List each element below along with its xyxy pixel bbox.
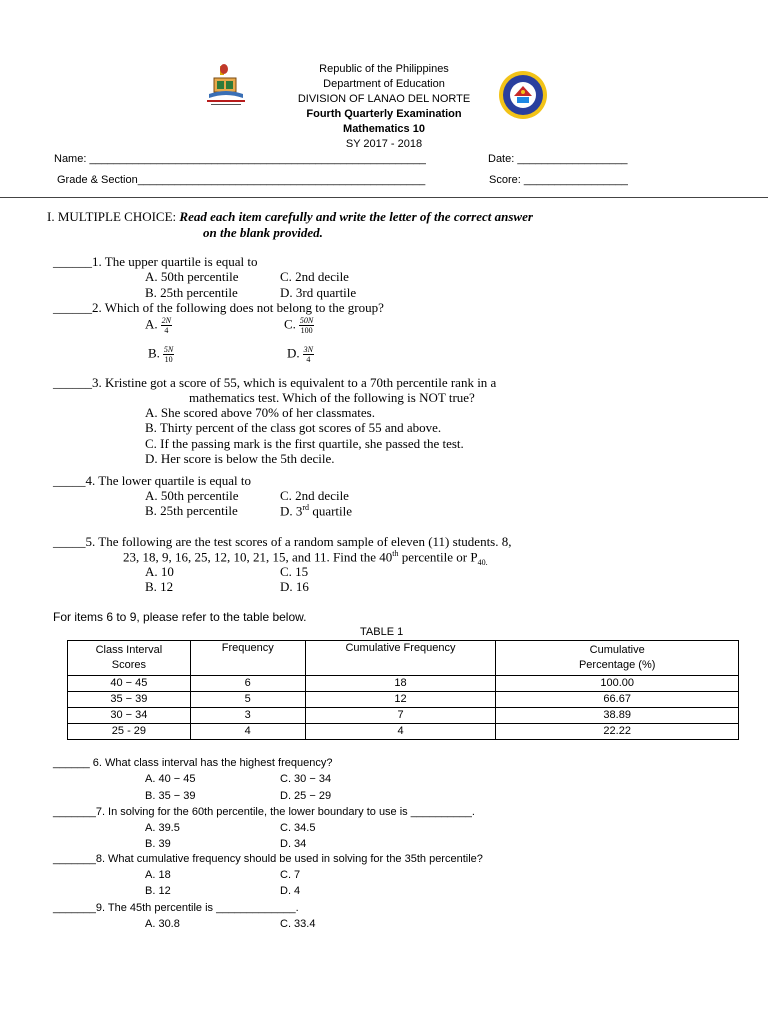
cell-cumulative-percentage: 100.00: [496, 676, 739, 692]
q5-stem-line1: _____5. The following are the test scores of a random sample of eleven (11) students. 8,: [53, 534, 512, 549]
score-field[interactable]: Score: _________________: [489, 174, 628, 186]
q2-choice-a: A. $\frac{2N}{4}$: [145, 316, 171, 335]
q1-stem: ______1. The upper quartile is equal to: [53, 254, 258, 269]
q5-choice-a: A. 10: [145, 564, 174, 579]
frequency-table: [67, 640, 739, 740]
q8-choice-d: D. 4: [280, 885, 301, 897]
header-subject: Mathematics 10: [343, 123, 425, 135]
cell-cumulative-frequency: 4: [305, 724, 496, 740]
table-row: [68, 692, 739, 708]
q8-choice-a: A. 18: [145, 869, 171, 881]
section-title: I. MULTIPLE CHOICE:: [47, 209, 177, 224]
cell-cumulative-frequency: 18: [305, 676, 496, 692]
q1-choice-c: C. 2nd decile: [280, 269, 349, 284]
q9-choice-a: A. 30.8: [145, 918, 180, 930]
q5-choice-c: C. 15: [280, 564, 309, 579]
cell-cumulative-frequency: 7: [305, 708, 496, 724]
q8-choice-b: B. 12: [145, 885, 171, 897]
cell-class-interval: 25 - 29: [68, 724, 191, 740]
q6-choice-b: B. 35 − 39: [145, 790, 196, 802]
q3-choice-c: C. If the passing mark is the first quartile, she passed the test.: [145, 436, 464, 451]
header-department: Department of Education: [323, 78, 445, 90]
name-field[interactable]: Name: _______________________________________________________: [54, 153, 426, 165]
q8-choice-c: C. 7: [280, 869, 301, 881]
q3-choice-d: D. Her score is below the 5th decile.: [145, 451, 335, 466]
cell-class-interval: 30 − 34: [68, 708, 191, 724]
q1-choice-d: D. 3rd quartile: [280, 285, 357, 300]
q7-choice-d: D. 34: [280, 838, 307, 850]
date-field[interactable]: Date: __________________: [488, 153, 628, 165]
cell-cumulative-percentage: 22.22: [496, 724, 739, 740]
table-header-row: [68, 641, 739, 676]
q1-choice-b: B. 25th percentile: [145, 285, 238, 300]
header-division: DIVISION OF LANAO DEL NORTE: [297, 93, 471, 105]
cell-cumulative-percentage: 38.89: [496, 708, 739, 724]
q3-choice-b: B. Thirty percent of the class got scores of 55 and above.: [145, 420, 442, 435]
table-row: [68, 708, 739, 724]
q3-stem-line1: ______3. Kristine got a score of 55, which is equivalent to a 70th percentile rank in a: [53, 375, 497, 390]
table-row: [68, 676, 739, 692]
q4-choice-b: B. 25th percentile: [145, 503, 238, 518]
instruction-line1: Read each item carefully and write the letter of the correct answer: [179, 209, 533, 224]
q6-choice-a: A. 40 − 45: [145, 773, 196, 785]
q9-stem: _______9. The 45th percentile is _____________.: [53, 902, 299, 914]
cell-class-interval: 40 − 45: [68, 676, 191, 692]
q3-choice-a: A. She scored above 70% of her classmates.: [145, 405, 375, 420]
q7-choice-a: A. 39.5: [145, 822, 180, 834]
q2-stem: ______2. Which of the following does not belong to the group?: [53, 300, 384, 315]
table-title: TABLE 1: [360, 626, 404, 638]
q3-stem-line2: mathematics test. Which of the following is NOT true?: [189, 390, 475, 405]
q1-choice-a: A. 50th percentile: [145, 269, 239, 284]
q2-choice-d: D. $\frac{3N}{4}$: [287, 345, 313, 364]
q4-choice-c: C. 2nd decile: [280, 488, 349, 503]
q9-choice-c: C. 33.4: [280, 918, 316, 930]
q6-choice-d: D. 25 − 29: [280, 790, 332, 802]
header-class-interval: Class Interval Scores: [68, 641, 191, 676]
grade-section-field[interactable]: Grade & Section_______________________________________________: [57, 174, 426, 186]
q7-choice-b: B. 39: [145, 838, 171, 850]
header-school-year: SY 2017 - 2018: [345, 138, 423, 150]
cell-frequency: 3: [190, 708, 305, 724]
cell-frequency: 5: [190, 692, 305, 708]
header-cumulative-percentage: Cumulative Percentage (%): [496, 641, 739, 676]
header-exam-title: Fourth Quarterly Examination: [306, 108, 462, 120]
q4-choice-d: D. 3rd quartile: [280, 503, 353, 519]
q7-stem: _______7. In solving for the 60th percentile, the lower boundary to use is __________.: [53, 806, 475, 818]
q8-stem: _______8. What cumulative frequency should be used in solving for the 35th percentile?: [53, 853, 483, 865]
cell-cumulative-percentage: 66.67: [496, 692, 739, 708]
q2-choice-c: C. $\frac{50N}{100}$: [284, 316, 314, 335]
cell-class-interval: 35 − 39: [68, 692, 191, 708]
header-republic: Republic of the Philippines: [319, 63, 449, 75]
cell-frequency: 6: [190, 676, 305, 692]
q5-choice-d: D. 16: [280, 579, 309, 594]
q6-stem: ______ 6. What class interval has the highest frequency?: [53, 757, 333, 769]
table-intro: For items 6 to 9, please refer to the table below.: [53, 610, 307, 624]
q5-choice-b: B. 12: [145, 579, 174, 594]
header-frequency: Frequency: [190, 641, 305, 676]
q5-stem-line2: 23, 18, 9, 16, 25, 12, 10, 21, 15, and 11. Find the 40th percentile or $P_{40.}$: [123, 549, 488, 567]
cell-cumulative-frequency: 12: [305, 692, 496, 708]
cell-frequency: 4: [190, 724, 305, 740]
q4-choice-a: A. 50th percentile: [145, 488, 239, 503]
header-cumulative-frequency: Cumulative Frequency: [305, 641, 496, 676]
instruction-line2: on the blank provided.: [203, 225, 323, 240]
header-divider: [0, 197, 768, 198]
q7-choice-c: C. 34.5: [280, 822, 316, 834]
table-row: [68, 724, 739, 740]
q2-choice-b: B. $\frac{5N}{10}$: [148, 345, 174, 364]
q4-stem: _____4. The lower quartile is equal to: [53, 473, 251, 488]
section-instruction: [47, 209, 533, 225]
q6-choice-c: C. 30 − 34: [280, 773, 332, 785]
